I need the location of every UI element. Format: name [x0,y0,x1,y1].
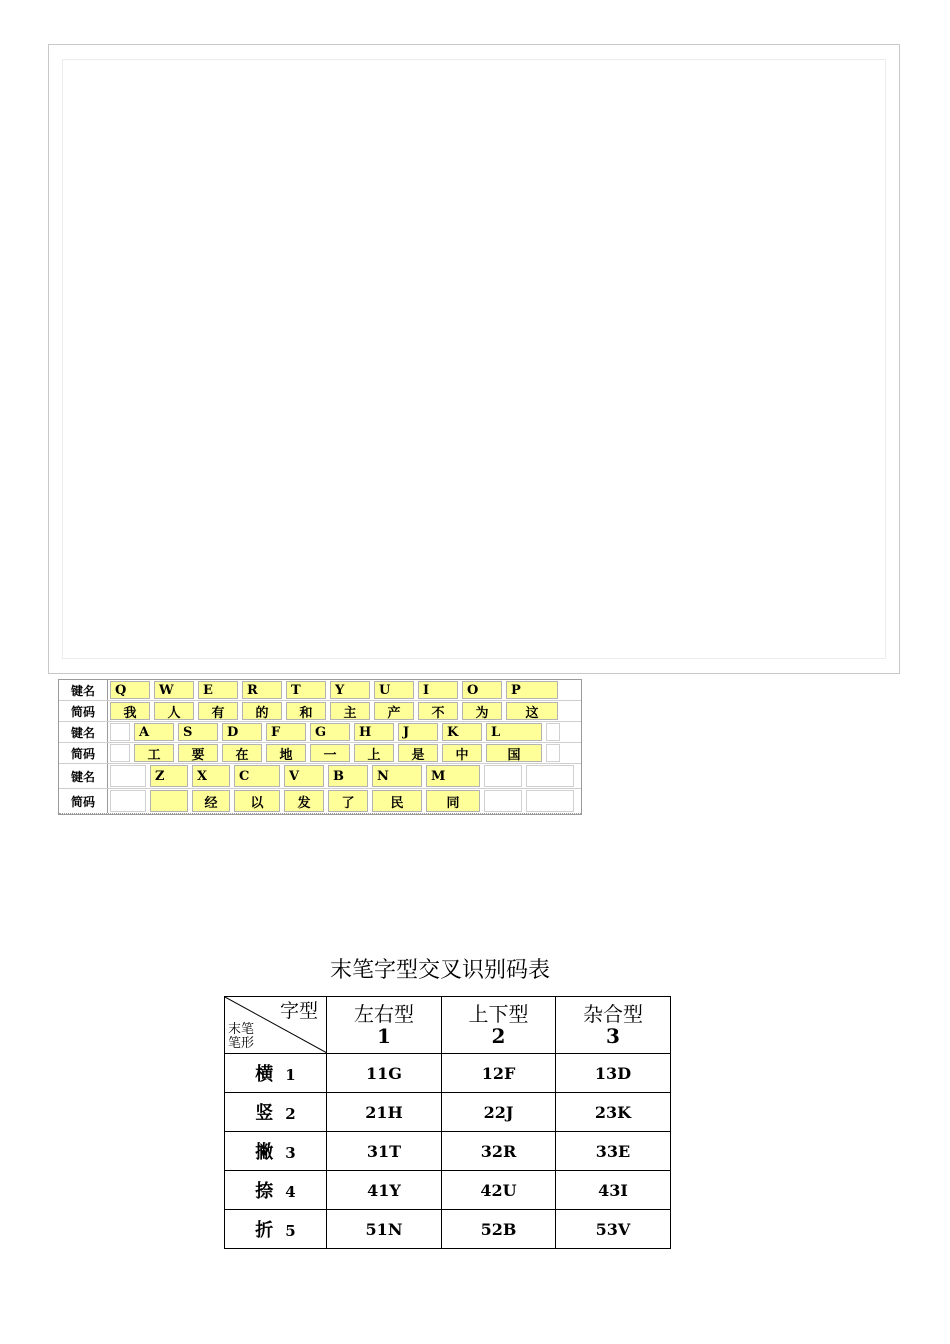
kb-key: V [284,765,324,787]
kb-code: 人 [154,702,194,720]
kb-key: H [354,723,394,741]
table-cell: 22J [442,1093,556,1132]
kb-key: B [328,765,368,787]
kb-row-codes-1 [59,701,581,722]
kb-key: M [426,765,480,787]
kb-code: 国 [486,744,542,762]
table-cell: 41Y [327,1171,442,1210]
kb-row-codes-2 [59,743,581,764]
kb-code: 经 [192,790,230,812]
kb-code-empty [150,790,188,812]
image-frame [48,44,900,674]
kb-key: F [266,723,306,741]
kb-code: 这 [506,702,558,720]
kb-spacer [484,790,522,812]
kb-key: S [178,723,218,741]
stroke-name: 捺 [255,1181,274,1202]
kb-code: 是 [398,744,438,762]
kb-key: P [506,681,558,699]
kb-spacer [110,723,130,741]
kb-row-label: 键名 [59,764,108,788]
kb-spacer [110,790,146,812]
table-row [225,1171,671,1210]
stroke-num: 5 [285,1222,296,1240]
kb-key: L [486,723,542,741]
stroke-num: 4 [285,1183,296,1201]
corner-top-label: 字型 [279,1000,318,1022]
kb-row-keys-1 [59,680,581,701]
kb-spacer [526,765,574,787]
table-cell: 23K [556,1093,671,1132]
table-cell: 21H [327,1093,442,1132]
stroke-name: 横 [255,1064,274,1085]
corner-bottom-line1: 末笔 [228,1022,255,1037]
table-header-row [225,997,671,1054]
kb-spacer [110,765,146,787]
kb-key: Q [110,681,150,699]
kb-key: A [134,723,174,741]
table-cell: 32R [442,1132,556,1171]
kb-key: O [462,681,502,699]
kb-code: 中 [442,744,482,762]
kb-row-codes-3 [59,789,581,814]
table-cell: 51N [327,1210,442,1249]
column-header [442,997,556,1054]
table-cell: 52B [442,1210,556,1249]
column-name: 上下型 [468,1002,529,1026]
kb-key: J [398,723,438,741]
column-name: 左右型 [354,1002,414,1026]
kb-row-label: 键名 [59,722,108,742]
kb-row-label: 键名 [59,680,108,700]
kb-code: 为 [462,702,502,720]
row-header [225,1171,327,1210]
corner-bottom-line2: 笔形 [228,1036,255,1051]
kb-key: C [234,765,280,787]
column-num: 2 [491,1024,506,1048]
column-num: 1 [377,1024,391,1048]
kb-code: 我 [110,702,150,720]
stroke-num: 1 [285,1066,296,1084]
kb-code: 的 [242,702,282,720]
row-header [225,1093,327,1132]
kb-code: 主 [330,702,370,720]
kb-spacer [526,790,574,812]
kb-spacer [546,744,560,762]
stroke-num: 3 [285,1144,296,1162]
kb-code: 以 [234,790,280,812]
table-row [225,1210,671,1249]
row-header [225,1132,327,1171]
kb-row-label: 简码 [59,701,108,721]
column-header [327,997,442,1054]
kb-code: 工 [134,744,174,762]
table-row [225,1132,671,1171]
column-name: 杂合型 [583,1002,643,1026]
table-row [225,1093,671,1132]
kb-code: 发 [284,790,324,812]
table-cell: 42U [442,1171,556,1210]
kb-row-keys-3 [59,764,581,789]
image-placeholder [62,59,886,659]
stroke-name: 撇 [255,1142,274,1163]
table-cell: 11G [327,1054,442,1093]
kb-key: Z [150,765,188,787]
kb-key: K [442,723,482,741]
corner-cell [225,997,327,1054]
kb-code: 同 [426,790,480,812]
kb-code: 和 [286,702,326,720]
kb-key: T [286,681,326,699]
kb-spacer [110,744,130,762]
kb-row-keys-2 [59,722,581,743]
kb-code: 不 [418,702,458,720]
stroke-name: 折 [255,1220,274,1241]
row-header [225,1054,327,1093]
table-cell: 33E [556,1132,671,1171]
table-cell: 53V [556,1210,671,1249]
kb-key: G [310,723,350,741]
corner-bottom-label [228,1023,254,1051]
kb-spacer [484,765,522,787]
kb-spacer [546,723,560,741]
kb-code: 要 [178,744,218,762]
table-cell: 12F [442,1054,556,1093]
cross-table-title: 末笔字型交叉识别码表 [329,958,550,983]
kb-code: 在 [222,744,262,762]
keyboard-table [58,679,582,815]
kb-code: 民 [372,790,422,812]
table-row [225,1054,671,1093]
kb-key: E [198,681,238,699]
kb-key: W [154,681,194,699]
kb-key: Y [330,681,370,699]
kb-row-label: 简码 [59,789,108,813]
kb-code: 有 [198,702,238,720]
kb-key: I [418,681,458,699]
kb-key: R [242,681,282,699]
kb-code: 一 [310,744,350,762]
kb-key: U [374,681,414,699]
kb-key: D [222,723,262,741]
table-cell: 31T [327,1132,442,1171]
table-cell: 13D [556,1054,671,1093]
kb-code: 产 [374,702,414,720]
stroke-name: 竖 [255,1103,274,1124]
column-header [556,997,671,1054]
kb-code: 了 [328,790,368,812]
kb-code: 上 [354,744,394,762]
row-header [225,1210,327,1249]
stroke-num: 2 [285,1105,296,1123]
kb-code: 地 [266,744,306,762]
column-num: 3 [606,1024,620,1048]
table-cell: 43I [556,1171,671,1210]
kb-key: N [372,765,422,787]
kb-key: X [192,765,230,787]
cross-id-table [224,996,671,1249]
kb-row-label: 简码 [59,743,108,763]
